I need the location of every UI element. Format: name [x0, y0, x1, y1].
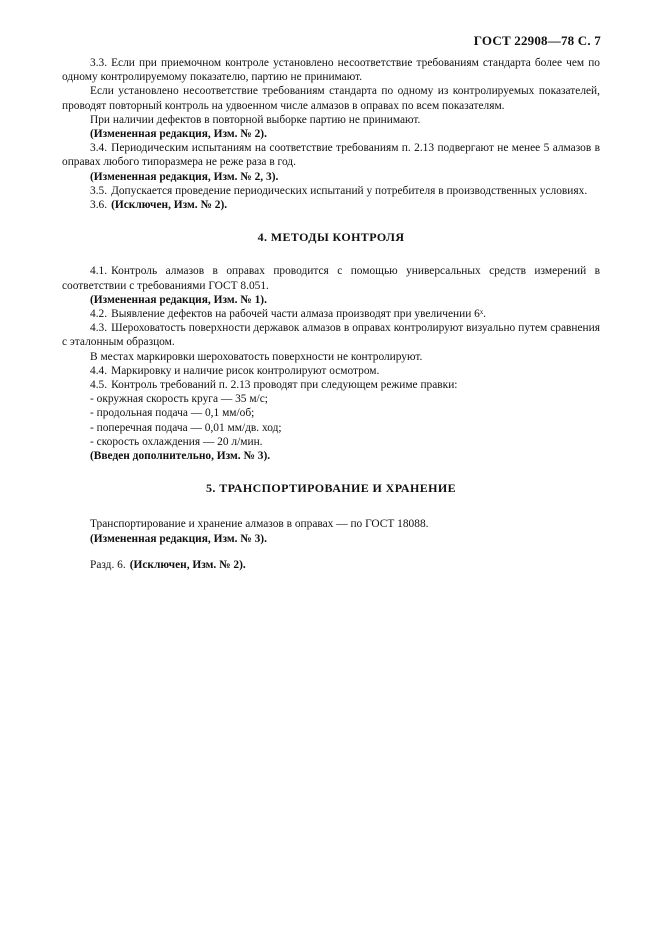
page-header: ГОСТ 22908—78 С. 7: [473, 33, 601, 48]
section-title-5: 5. ТРАНСПОРТИРОВАНИЕ И ХРАНЕНИЕ: [206, 481, 456, 496]
clause-text: Маркировку и наличие рисок контролируют осмотром.: [111, 364, 380, 377]
section-label: Разд. 6.: [90, 558, 126, 571]
clause-text: Контроль алмазов в оправах проводится с помощью универсальных средств измерений в соответствии с требованиями ГОСТ 8.051.: [62, 265, 600, 292]
clause-number: 3.3.: [90, 57, 108, 69]
amendment-note: (Измененная редакция, Изм. № 2).: [90, 128, 267, 141]
paragraph-3-4: [62, 141, 600, 169]
list-item: - продольная подача — 0,1 мм/об;: [90, 407, 255, 420]
amendment-note: (Исключен, Изм. № 2).: [129, 558, 246, 571]
paragraph-4-1: [62, 264, 600, 292]
clause-number: 3.4.: [90, 142, 108, 155]
clause-text: Если при приемочном контроле установлено несоответствие требованиям стандарта более чем по одному контролируемому показателю, партию не принимают.: [62, 57, 600, 84]
clause-number: 4.4.: [90, 364, 108, 377]
clause-number: 3.5.: [90, 184, 108, 197]
amendment-note: (Введен дополнительно, Изм. № 3).: [90, 450, 271, 463]
paragraph-4-2: [62, 307, 600, 321]
paragraph-4-3-b: В местах маркировки шероховатость поверхности не контролируют.: [90, 350, 423, 363]
paragraph-3-3-c: При наличии дефектов в повторной выборке партию не принимают.: [90, 113, 421, 126]
clause-text: Выявление дефектов на рабочей части алмаза производят при увеличении 6ˣ.: [111, 308, 487, 321]
clause-number: 3.6.: [90, 199, 108, 212]
clause-number: 4.5.: [90, 379, 108, 392]
document-body: [62, 56, 600, 572]
paragraph-5: Транспортирование и хранение алмазов в оправах — по ГОСТ 18088.: [90, 518, 429, 531]
amendment-note: (Измененная редакция, Изм. № 2, 3).: [90, 170, 279, 183]
paragraph-3-3: [62, 56, 600, 84]
list-item: - поперечная подача — 0,01 мм/дв. ход;: [90, 421, 282, 434]
list-item: - скорость охлаждения — 20 л/мин.: [90, 435, 263, 448]
clause-number: 4.3.: [90, 322, 108, 335]
clause-number: 4.2.: [90, 308, 108, 321]
clause-text: Контроль требований п. 2.13 проводят при следующем режиме правки:: [111, 379, 458, 392]
paragraph-section-6: [62, 558, 600, 572]
paragraph-4-4: [62, 364, 600, 378]
paragraph-3-6: [62, 198, 600, 212]
clause-text: Периодическим испытаниям на соответствие требованиям п. 2.13 подвергают не менее 5 алмазов в оправах любого типоразмера не реже раза в год.: [62, 142, 600, 169]
section-title-4: 4. МЕТОДЫ КОНТРОЛЯ: [257, 230, 405, 245]
amendment-note: (Измененная редакция, Изм. № 3).: [90, 532, 267, 545]
paragraph-3-5: [62, 184, 600, 198]
amendment-note: (Измененная редакция, Изм. № 1).: [90, 293, 267, 306]
list-item: - окружная скорость круга — 35 м/с;: [90, 393, 268, 406]
paragraph-3-3-b: Если установлено несоответствие требованиям стандарта по одному из контролируемых показателей, проводят повторный контроль на удвоенном числе алмазов в оправах по всем показателям.: [62, 85, 600, 112]
clause-text: Шероховатость поверхности державок алмазов в оправах контролируют визуально путем сравнения с эталонным образцом.: [62, 322, 600, 349]
paragraph-4-5: [62, 378, 600, 392]
clause-number: 4.1.: [90, 265, 108, 278]
amendment-note: (Исключен, Изм. № 2).: [111, 199, 228, 212]
clause-text: Допускается проведение периодических испытаний у потребителя в производственных условиях.: [111, 184, 588, 197]
paragraph-4-3: [62, 321, 600, 349]
